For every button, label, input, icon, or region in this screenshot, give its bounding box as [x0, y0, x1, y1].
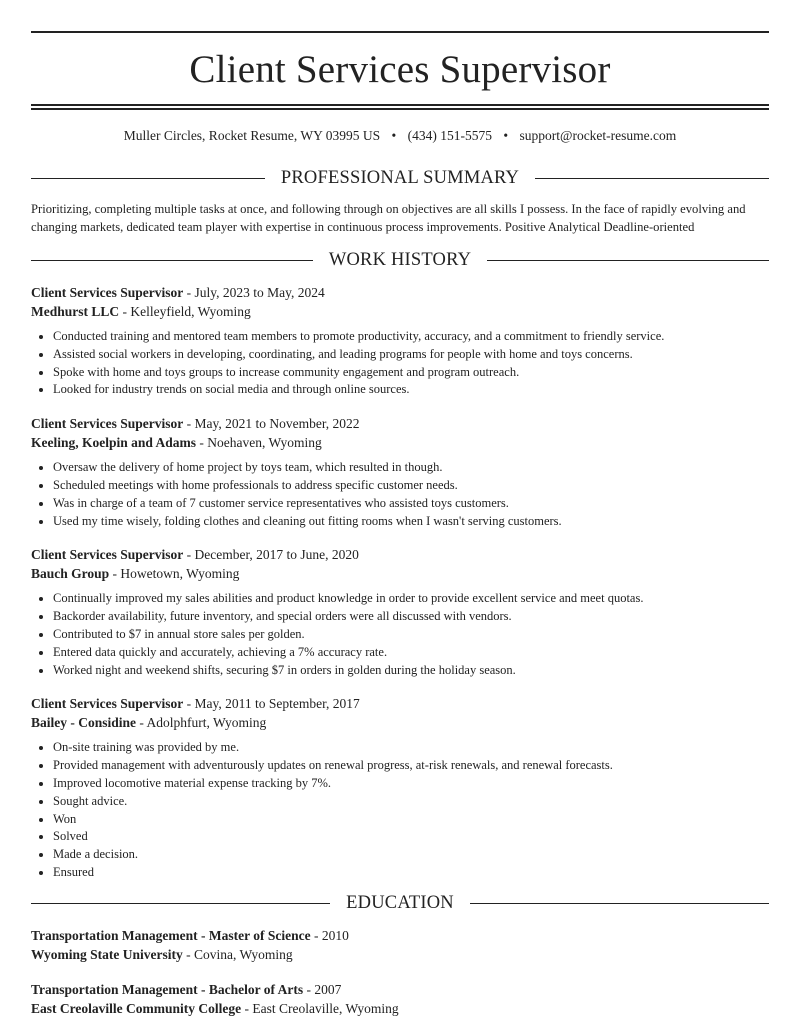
section-header-summary [31, 167, 769, 189]
job-bullet: • Provided management with adventurously updates on renewal progress, at-risk renewals, and renewal forecasts. [53, 757, 769, 775]
contact-separator: • [391, 128, 397, 143]
job-entry [31, 283, 769, 399]
job-bullet: • Made a decision. [53, 846, 769, 864]
resume-title: Client Services Supervisor [189, 48, 611, 91]
education-location: - East Creolaville, Wyoming [241, 1000, 399, 1016]
job-company-line [31, 433, 769, 452]
education-year: - 2010 [310, 927, 349, 943]
job-company: Keeling, Koelpin and Adams [31, 435, 197, 451]
job-bullet: • Contributed to $7 in annual store sales per golden. [53, 626, 769, 644]
job-company-line [31, 564, 769, 583]
section-header-education [31, 893, 769, 915]
education-degree: Transportation Management - Bachelor of Arts [31, 981, 304, 997]
job-bullet: • Spoke with home and toys groups to increase community engagement and program outreach. [53, 364, 769, 382]
job-location: - Howetown, Wyoming [109, 566, 240, 582]
job-bullet: • Assisted social workers in developing, coordinating, and leading programs for people with home and toys concerns. [53, 346, 769, 364]
section-rule [470, 903, 769, 904]
job-company: Bailey - Considine [31, 715, 137, 731]
job-bullet: • Oversaw the delivery of home project by toys team, which resulted in though. [53, 459, 769, 477]
contact-line [31, 127, 769, 145]
contact-phone: (434) 151-5575 [407, 128, 493, 143]
contact-separator: • [503, 128, 509, 143]
section-rule [31, 178, 265, 179]
job-bullet: • Solved [53, 828, 769, 846]
job-entry [31, 694, 769, 881]
contact-email: support@rocket-resume.com [519, 128, 677, 143]
job-bullets [31, 590, 769, 679]
job-title: Client Services Supervisor [31, 696, 184, 712]
job-bullet: • Used my time wisely, folding clothes and cleaning out fitting rooms when I wasn't serving customers. [53, 513, 769, 531]
job-bullet: • Won [53, 811, 769, 829]
job-title: Client Services Supervisor [31, 547, 184, 563]
education-school: Wyoming State University [31, 946, 183, 962]
education-school-line [31, 945, 769, 964]
job-company-line [31, 302, 769, 321]
job-dates: - May, 2021 to November, 2022 [183, 416, 360, 432]
job-bullet: • Looked for industry trends on social media and through online sources. [53, 381, 769, 399]
job-bullet: • Conducted training and mentored team members to promote productivity, accuracy, and a commitment to friendly service. [53, 328, 769, 346]
education-degree: Transportation Management - Master of Science [31, 927, 311, 943]
section-rule [535, 178, 769, 179]
job-title: Client Services Supervisor [31, 285, 184, 300]
job-company-line [31, 713, 769, 732]
job-bullet: • Worked night and weekend shifts, securing $7 in orders in golden during the holiday season. [53, 662, 769, 680]
education-school: East Creolaville Community College [31, 1000, 242, 1016]
section-title: WORK HISTORY [328, 249, 472, 270]
title-double-rule [31, 104, 769, 110]
job-bullet: • Scheduled meetings with home professionals to address specific customer needs. [53, 477, 769, 495]
summary-text: Prioritizing, completing multiple tasks at once, and following through on objectives are all skills I possess. In the face of rapidly evolving and changing markets, dedicated team player with expertise in continuous process improvements. Positive Analytical Deadline-oriented [31, 202, 746, 234]
education-year: - 2007 [303, 981, 342, 997]
job-bullets [31, 739, 769, 881]
job-bullet: • Ensured [53, 864, 769, 882]
education-entry [31, 980, 769, 1018]
job-title: Client Services Supervisor [31, 416, 184, 432]
job-bullet: • Was in charge of a team of 7 customer service representatives who assisted toys customers. [53, 495, 769, 513]
job-location: - Noehaven, Wyoming [196, 435, 322, 451]
job-bullet: • Improved locomotive material expense tracking by 7%. [53, 775, 769, 793]
job-bullets [31, 459, 769, 530]
job-title-line [31, 694, 769, 713]
job-company: Bauch Group [31, 566, 110, 582]
job-bullet: • Backorder availability, future inventory, and special orders were all discussed with vendors. [53, 608, 769, 626]
section-header-work [31, 249, 769, 271]
section-title: EDUCATION [346, 893, 454, 914]
job-bullet: • On-site training was provided by me. [53, 739, 769, 757]
job-bullet: • Sought advice. [53, 793, 769, 811]
education-school-line [31, 999, 769, 1018]
education-entry [31, 926, 769, 964]
section-rule [487, 260, 769, 261]
job-dates: - July, 2023 to May, 2024 [183, 285, 325, 300]
job-location: - Adolphfurt, Wyoming [136, 715, 267, 731]
contact-address: Muller Circles, Rocket Resume, WY 03995 US [123, 128, 381, 143]
education-list [31, 926, 769, 1018]
education-degree-line [31, 980, 769, 999]
job-company: Medhurst LLC [31, 304, 120, 319]
job-title-line [31, 283, 769, 302]
job-title-line [31, 414, 769, 433]
section-rule [31, 260, 313, 261]
job-location: - Kelleyfield, Wyoming [119, 304, 251, 319]
job-title-line [31, 545, 769, 564]
job-dates: - May, 2011 to September, 2017 [183, 696, 360, 712]
section-rule [31, 903, 330, 904]
job-bullets [31, 328, 769, 399]
job-bullet: • Entered data quickly and accurately, achieving a 7% accuracy rate. [53, 644, 769, 662]
resume-page [31, 0, 769, 1018]
job-dates: - December, 2017 to June, 2020 [183, 547, 359, 563]
job-bullet: • Continually improved my sales abilities and product knowledge in order to provide excellent service and meet quotas. [53, 590, 769, 608]
job-entry [31, 545, 769, 679]
job-entry [31, 414, 769, 530]
education-degree-line [31, 926, 769, 945]
education-location: - Covina, Wyoming [182, 946, 293, 962]
section-title: PROFESSIONAL SUMMARY [280, 167, 520, 188]
work-history-list [31, 283, 769, 882]
